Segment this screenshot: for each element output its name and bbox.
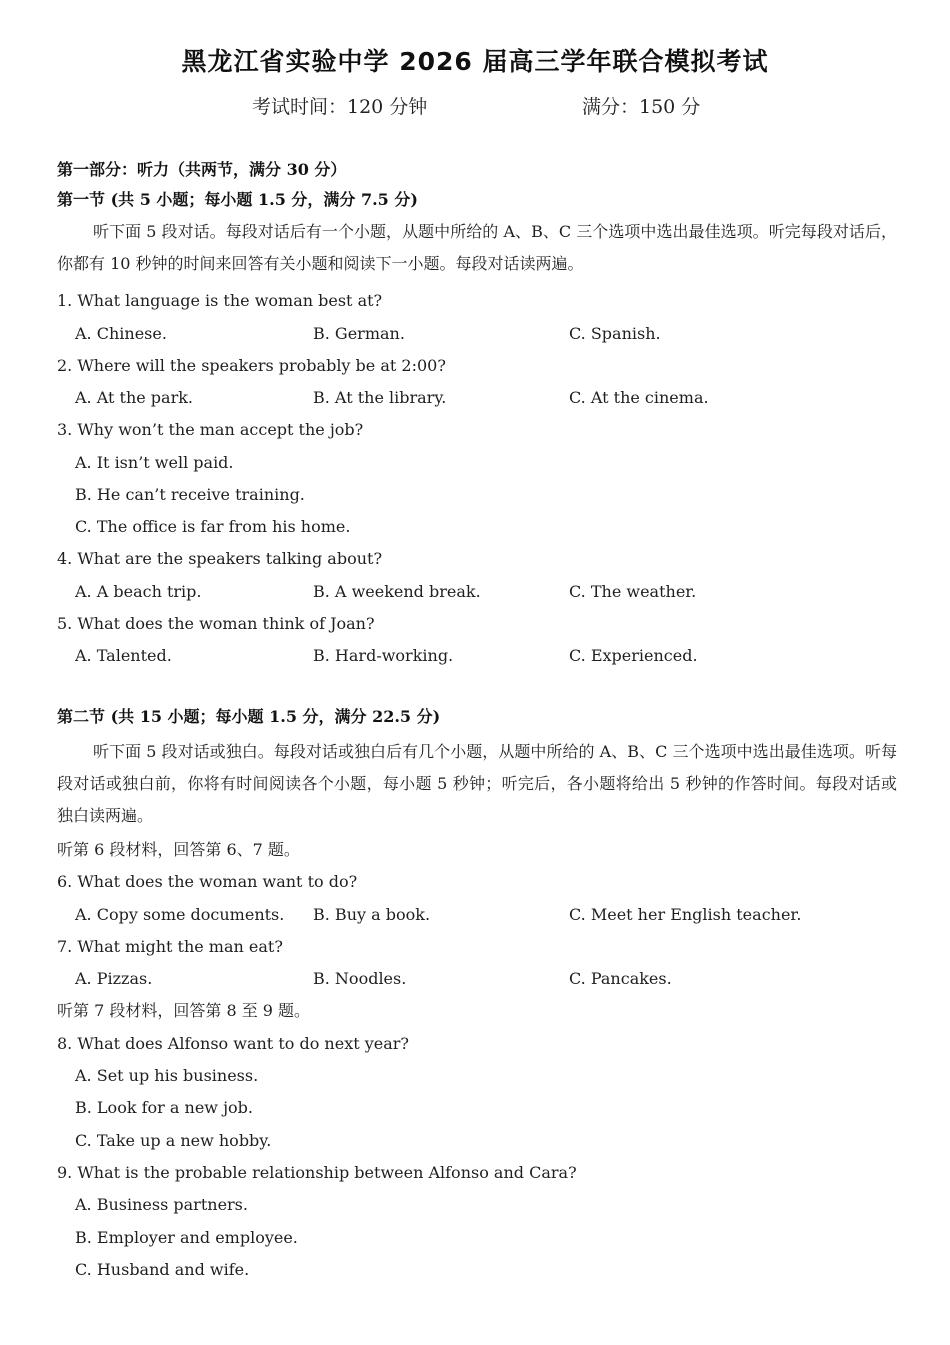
question-1-stem: 1. What language is the woman best at? [57, 291, 383, 310]
question-6-option-c: C. Meet her English teacher. [569, 905, 802, 924]
question-1-option-c: C. Spanish. [569, 324, 661, 343]
question-1-option-a: A. Chinese. [75, 324, 167, 343]
material-6-prompt: 听第 6 段材料，回答第 6、7 题。 [57, 840, 300, 859]
question-7-option-c: C. Pancakes. [569, 969, 672, 988]
question-8-option-b: B. Look for a new job. [75, 1098, 253, 1117]
question-3-option-b: B. He can’t receive training. [75, 485, 305, 504]
question-7-option-a: A. Pizzas. [75, 969, 153, 988]
question-8-option-a: A. Set up his business. [75, 1066, 259, 1085]
question-2-option-c: C. At the cinema. [569, 388, 709, 407]
full-score: 满分：150 分 [582, 96, 701, 118]
question-5-option-a: A. Talented. [75, 646, 172, 665]
question-3-stem: 3. Why won’t the man accept the job? [57, 420, 364, 439]
question-8-stem: 8. What does Alfonso want to do next year? [57, 1034, 410, 1053]
material-7-prompt: 听第 7 段材料，回答第 8 至 9 题。 [57, 1001, 311, 1020]
question-1-option-b: B. German. [313, 324, 405, 343]
section2-instructions: 听下面 5 段对话或独白。每段对话或独白后有几个小题，从题中所给的 A、B、C 三个选项中选出最佳选项。听每段对话或独白前，你将有时间阅读各个小题，每小题 5 秒钟；听完后，各小题将给出 5 秒钟的作答时间。每段对话或独白读两遍。 [57, 742, 897, 825]
question-4-option-b: B. A weekend break. [313, 582, 481, 601]
question-9-option-b: B. Employer and employee. [75, 1228, 298, 1247]
exam-title: 黑龙江省实验中学 2026 届高三学年联合模拟考试 [181, 47, 769, 76]
question-9-option-c: C. Husband and wife. [75, 1260, 250, 1279]
section1-instructions: 听下面 5 段对话。每段对话后有一个小题，从题中所给的 A、B、C 三个选项中选出最佳选项。听完每段对话后，你都有 10 秒钟的时间来回答有关小题和阅读下一小题。每段对话读两遍。 [57, 222, 897, 273]
question-5-option-b: B. Hard-working. [313, 646, 454, 665]
question-5-stem: 5. What does the woman think of Joan? [57, 614, 375, 633]
question-6-option-a: A. Copy some documents. [75, 905, 285, 924]
question-8-option-c: C. Take up a new hobby. [75, 1131, 272, 1150]
question-9-option-a: A. Business partners. [75, 1195, 248, 1214]
question-9-stem: 9. What is the probable relationship between Alfonso and Cara? [57, 1163, 577, 1182]
question-7-option-b: B. Noodles. [313, 969, 407, 988]
question-7-stem: 7. What might the man eat? [57, 937, 283, 956]
question-6-stem: 6. What does the woman want to do? [57, 872, 358, 891]
question-4-option-a: A. A beach trip. [75, 582, 202, 601]
question-3-option-a: A. It isn’t well paid. [75, 453, 234, 472]
section1-heading: 第一节 (共 5 小题；每小题 1.5 分，满分 7.5 分) [57, 190, 418, 209]
question-4-option-c: C. The weather. [569, 582, 697, 601]
question-6-option-b: B. Buy a book. [313, 905, 431, 924]
part1-heading: 第一部分：听力（共两节，满分 30 分） [57, 160, 347, 179]
question-2-option-b: B. At the library. [313, 388, 447, 407]
question-4-stem: 4. What are the speakers talking about? [57, 549, 383, 568]
question-3-option-c: C. The office is far from his home. [75, 517, 351, 536]
question-5-option-c: C. Experienced. [569, 646, 698, 665]
exam-time: 考试时间：120 分钟 [252, 96, 428, 118]
question-2-stem: 2. Where will the speakers probably be at 2:00? [57, 356, 446, 375]
question-2-option-a: A. At the park. [75, 388, 194, 407]
section2-heading: 第二节 (共 15 小题；每小题 1.5 分，满分 22.5 分) [57, 707, 441, 726]
